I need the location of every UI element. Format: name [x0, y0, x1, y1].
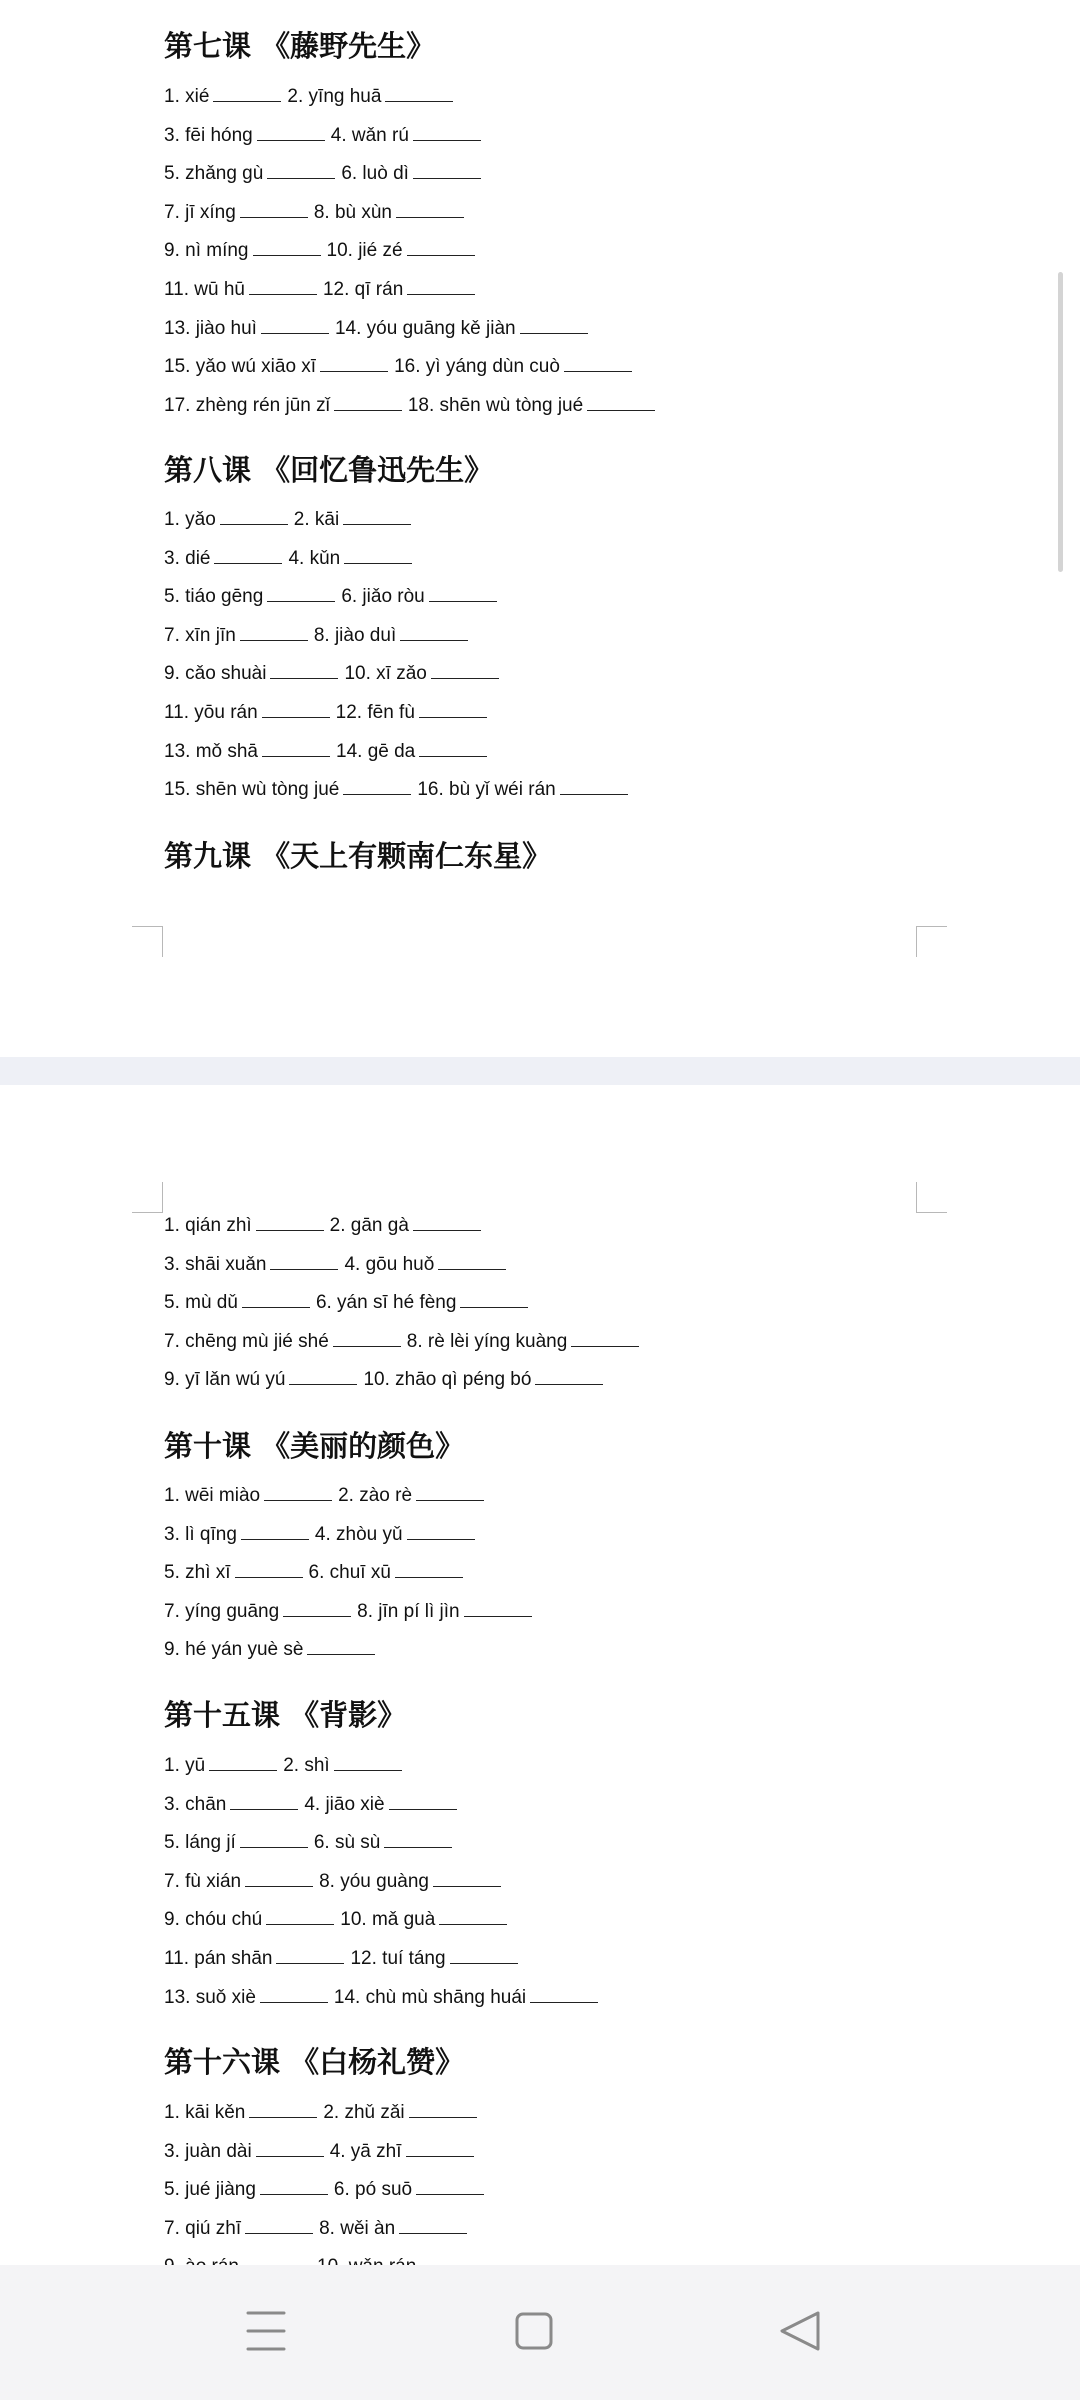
- pinyin-label: 4. zhòu yǔ: [314, 1523, 403, 1545]
- exercise-row: [164, 505, 411, 535]
- page-corner-mark: [916, 926, 947, 957]
- exercise-row: [164, 1211, 481, 1241]
- answer-blank: [530, 2002, 598, 2003]
- page-corner-mark: [132, 1182, 163, 1213]
- pinyin-label: 6. chuī xū: [308, 1562, 391, 1584]
- exercise-row: [164, 1558, 463, 1588]
- answer-blank: [564, 371, 632, 372]
- pinyin-label: 10. zhāo qì péng bó: [363, 1369, 532, 1391]
- pinyin-label: 7. fù xián: [164, 1870, 242, 1892]
- answer-blank: [209, 1770, 277, 1771]
- exercise-item: [283, 1751, 401, 1781]
- exercise-row: [164, 737, 487, 767]
- pinyin-label: 3. chān: [164, 1793, 227, 1815]
- pinyin-label: 9. chóu chú: [164, 1909, 263, 1931]
- exercise-item: [344, 1250, 506, 1280]
- exercise-row: [164, 1365, 603, 1395]
- exercise-row: [164, 2175, 484, 2205]
- pinyin-label: 7. qiú zhī: [164, 2217, 242, 2239]
- pinyin-label: 11. yōu rán: [164, 702, 258, 723]
- exercise-row: [164, 391, 655, 421]
- exercise-item: [164, 1481, 332, 1511]
- answer-blank: [270, 1269, 338, 1270]
- exercise-item: [164, 505, 288, 535]
- pinyin-label: 14. gē da: [336, 740, 416, 762]
- pinyin-label: 7. xīn jīn: [164, 624, 236, 646]
- system-navigation-bar: [0, 2265, 1080, 2400]
- answer-blank: [438, 1269, 506, 1270]
- pinyin-label: 9. hé yán yuè sè: [164, 1639, 304, 1661]
- document-page-2: [0, 1085, 1080, 2265]
- exercise-item: [164, 1211, 324, 1241]
- exercise-row: [164, 1520, 475, 1550]
- pinyin-label: 8. bù xùn: [313, 201, 392, 223]
- pinyin-label: 1. wēi miào: [164, 1485, 261, 1506]
- answer-blank: [320, 371, 388, 372]
- pinyin-label: 11. pán shān: [164, 1948, 273, 1969]
- answer-blank: [262, 717, 330, 718]
- pinyin-label: 12. fēn fù: [335, 702, 415, 723]
- exercise-item: [327, 236, 475, 266]
- pinyin-label: 7. jī xíng: [164, 201, 236, 223]
- answer-blank: [249, 2117, 317, 2118]
- answer-blank: [384, 1847, 452, 1848]
- exercise-row: [164, 198, 464, 228]
- vertical-scrollbar[interactable]: [1058, 272, 1063, 572]
- exercise-item: [314, 621, 468, 651]
- square-home-icon: [494, 2295, 574, 2367]
- exercise-item: [164, 82, 281, 112]
- answer-blank: [245, 2233, 313, 2234]
- answer-blank: [334, 1770, 402, 1771]
- exercise-item: [316, 1288, 529, 1318]
- pinyin-label: 2. gān gà: [329, 1215, 409, 1236]
- answer-blank: [240, 640, 308, 641]
- answer-blank: [267, 178, 335, 179]
- exercise-row: [164, 1635, 375, 1665]
- exercise-row: [164, 2214, 467, 2244]
- lesson-7-title: 第七课 《藤野先生》: [164, 29, 436, 63]
- exercise-row: [164, 159, 481, 189]
- exercise-item: [164, 314, 329, 344]
- pinyin-label: 15. shēn wù tòng jué: [164, 779, 340, 801]
- exercise-item: [309, 1558, 463, 1588]
- pinyin-label: 6. sù sù: [313, 1832, 381, 1854]
- exercise-item: [164, 391, 402, 421]
- pinyin-label: 13. suǒ xiè: [164, 1986, 256, 2008]
- exercise-item: [164, 737, 330, 767]
- pinyin-label: 9. nì míng: [164, 240, 249, 262]
- pinyin-label: 3. dié: [164, 547, 211, 569]
- exercise-row: [164, 1790, 457, 1820]
- answer-blank: [406, 2156, 474, 2157]
- exercise-item: [408, 391, 655, 421]
- exercise-row: [164, 82, 453, 112]
- pinyin-label: 10. jié zé: [326, 240, 403, 262]
- answer-blank: [343, 794, 411, 795]
- pinyin-label: 14. yóu guāng kě jiàn: [334, 317, 516, 339]
- exercise-item: [417, 775, 627, 805]
- exercise-item: [164, 2214, 313, 2244]
- exercise-item: [164, 159, 335, 189]
- answer-blank: [256, 1230, 324, 1231]
- exercise-item: [164, 698, 330, 728]
- pinyin-label: 10. xī zǎo: [344, 663, 427, 685]
- exercise-item: [319, 2214, 467, 2244]
- answer-blank: [399, 2233, 467, 2234]
- answer-blank: [385, 101, 453, 102]
- pinyin-label: 1. yǎo: [164, 509, 216, 530]
- exercise-item: [164, 2137, 324, 2167]
- exercise-item: [164, 1751, 277, 1781]
- pinyin-label: 2. zào rè: [338, 1485, 413, 1506]
- pinyin-label: 1. yū: [164, 1755, 206, 1776]
- lesson-9-title: 第九课 《天上有颗南仁东星》: [164, 839, 552, 873]
- lesson-15-title: 第十五课 《背影》: [164, 1698, 407, 1732]
- exercise-item: [357, 1597, 531, 1627]
- exercise-row: [164, 582, 497, 612]
- pinyin-label: 16. yì yáng dùn cuò: [394, 356, 560, 378]
- exercise-item: [164, 2098, 317, 2128]
- answer-blank: [262, 756, 330, 757]
- answer-blank: [253, 255, 321, 256]
- exercise-item: [323, 2098, 476, 2128]
- exercise-item: [164, 236, 321, 266]
- pinyin-label: 8. jīn pí lì jìn: [357, 1600, 460, 1622]
- lesson-16-title: 第十六课 《白杨礼赞》: [164, 2045, 465, 2079]
- pinyin-label: 3. juàn dài: [164, 2140, 252, 2162]
- exercise-item: [164, 1250, 338, 1280]
- lesson-10-title: 第十课 《美丽的颜色》: [164, 1429, 465, 1463]
- exercise-row: [164, 1828, 452, 1858]
- answer-blank: [429, 601, 497, 602]
- exercise-row: [164, 121, 481, 151]
- answer-blank: [460, 1307, 528, 1308]
- answer-blank: [464, 1616, 532, 1617]
- pinyin-label: 4. wǎn rú: [330, 124, 409, 146]
- pinyin-label: 4. yā zhī: [329, 2140, 402, 2162]
- answer-blank: [264, 1500, 332, 1501]
- pinyin-label: 5. láng jí: [164, 1832, 236, 1854]
- exercise-item: [341, 582, 496, 612]
- exercise-row: [164, 1288, 528, 1318]
- pinyin-label: 1. qián zhì: [164, 1215, 252, 1236]
- answer-blank: [587, 410, 655, 411]
- exercise-item: [407, 1327, 640, 1357]
- answer-blank: [344, 563, 412, 564]
- exercise-item: [164, 1327, 401, 1357]
- exercise-item: [164, 1365, 357, 1395]
- answer-blank: [389, 1809, 457, 1810]
- exercise-item: [334, 1983, 598, 2013]
- exercise-item: [164, 1558, 303, 1588]
- back-button[interactable]: [760, 2295, 840, 2367]
- pinyin-label: 10. mǎ guà: [340, 1909, 436, 1931]
- pinyin-label: 5. tiáo gēng: [164, 586, 264, 608]
- pinyin-label: 1. xié: [164, 86, 210, 107]
- exercise-row: [164, 236, 475, 266]
- answer-blank: [407, 1539, 475, 1540]
- exercise-item: [164, 621, 308, 651]
- exercise-item: [164, 1905, 334, 1935]
- exercise-item: [164, 198, 308, 228]
- exercise-row: [164, 1751, 402, 1781]
- answer-blank: [333, 1346, 401, 1347]
- answer-blank: [560, 794, 628, 795]
- answer-blank: [571, 1346, 639, 1347]
- answer-blank: [260, 2194, 328, 2195]
- exercise-item: [323, 275, 475, 305]
- pinyin-label: 6. jiǎo ròu: [341, 586, 425, 608]
- exercise-row: [164, 1983, 598, 2013]
- exercise-item: [330, 2137, 474, 2167]
- page-corner-mark: [916, 1182, 947, 1213]
- exercise-item: [288, 544, 412, 574]
- pinyin-label: 8. rè lèi yíng kuàng: [406, 1330, 568, 1352]
- exercise-item: [164, 544, 282, 574]
- exercise-row: [164, 1597, 532, 1627]
- pinyin-label: 6. yán sī hé fèng: [315, 1292, 457, 1314]
- pinyin-label: 3. shāi xuǎn: [164, 1253, 267, 1275]
- exercise-row: [164, 775, 628, 805]
- page-separator: [0, 1057, 1080, 1085]
- exercise-item: [164, 1635, 375, 1665]
- pinyin-label: 4. jiāo xiè: [304, 1793, 385, 1815]
- exercise-row: [164, 2137, 474, 2167]
- answer-blank: [413, 178, 481, 179]
- pinyin-label: 9. cǎo shuài: [164, 663, 267, 685]
- answer-blank: [409, 2117, 477, 2118]
- exercise-item: [315, 1520, 475, 1550]
- pinyin-label: 2. yīng huā: [287, 86, 382, 107]
- exercise-row: [164, 1250, 506, 1280]
- pinyin-label: 13. jiào huì: [164, 317, 257, 339]
- exercise-item: [164, 1288, 310, 1318]
- pinyin-label: 8. wěi àn: [319, 2217, 396, 2239]
- exercise-item: [350, 1944, 517, 1974]
- answer-blank: [419, 717, 487, 718]
- answer-blank: [343, 524, 411, 525]
- pinyin-label: 13. mǒ shā: [164, 740, 258, 762]
- pinyin-label: 12. tuí táng: [350, 1948, 446, 1969]
- pinyin-label: 3. lì qīng: [164, 1523, 237, 1545]
- pinyin-label: 4. kǔn: [288, 547, 341, 569]
- pinyin-label: 17. zhèng rén jūn zǐ: [164, 394, 330, 416]
- answer-blank: [433, 1886, 501, 1887]
- exercise-item: [314, 198, 464, 228]
- exercise-item: [164, 352, 388, 382]
- document-page-1: [0, 0, 1080, 1057]
- menu-lines-icon: [226, 2295, 306, 2367]
- pinyin-label: 2. zhǔ zǎi: [323, 2102, 405, 2123]
- answer-blank: [395, 1577, 463, 1578]
- exercise-item: [164, 121, 325, 151]
- answer-blank: [213, 101, 281, 102]
- exercise-row: [164, 2098, 477, 2128]
- answer-blank: [439, 1924, 507, 1925]
- exercise-item: [164, 1520, 309, 1550]
- exercise-row: [164, 352, 632, 382]
- triangle-back-icon: [760, 2295, 840, 2367]
- exercise-item: [394, 352, 632, 382]
- exercise-item: [294, 505, 411, 535]
- pinyin-label: 5. mù dǔ: [164, 1292, 238, 1314]
- answer-blank: [407, 294, 475, 295]
- pinyin-label: 15. yǎo wú xiāo xī: [164, 356, 317, 378]
- pinyin-label: 8. jiào duì: [313, 624, 397, 646]
- answer-blank: [257, 140, 325, 141]
- exercise-item: [164, 659, 338, 689]
- exercise-item: [335, 314, 588, 344]
- exercise-item: [164, 275, 317, 305]
- answer-blank: [419, 756, 487, 757]
- pinyin-label: 14. chù mù shāng huái: [333, 1986, 527, 2008]
- exercise-item: [319, 1867, 501, 1897]
- answer-blank: [307, 1654, 375, 1655]
- answer-blank: [413, 140, 481, 141]
- answer-blank: [230, 1809, 298, 1810]
- exercise-item: [330, 1211, 481, 1241]
- answer-blank: [407, 255, 475, 256]
- exercise-row: [164, 621, 468, 651]
- answer-blank: [240, 1847, 308, 1848]
- exercise-item: [304, 1790, 456, 1820]
- pinyin-label: 5. jué jiàng: [164, 2179, 256, 2201]
- answer-blank: [220, 524, 288, 525]
- answer-blank: [289, 1384, 357, 1385]
- exercise-item: [336, 737, 487, 767]
- answer-blank: [334, 410, 402, 411]
- pinyin-label: 9. yī lǎn wú yú: [164, 1369, 286, 1391]
- answer-blank: [520, 333, 588, 334]
- exercise-row: [164, 1905, 507, 1935]
- answer-blank: [283, 1616, 351, 1617]
- answer-blank: [276, 1963, 344, 1964]
- answer-blank: [249, 294, 317, 295]
- answer-blank: [241, 1539, 309, 1540]
- answer-blank: [235, 1577, 303, 1578]
- pinyin-label: 5. zhǎng gù: [164, 163, 264, 185]
- answer-blank: [400, 640, 468, 641]
- exercise-item: [164, 582, 335, 612]
- answer-blank: [260, 2002, 328, 2003]
- pinyin-label: 4. gōu huǒ: [344, 1253, 435, 1275]
- answer-blank: [261, 333, 329, 334]
- answer-blank: [214, 563, 282, 564]
- pinyin-label: 8. yóu guàng: [319, 1870, 429, 1892]
- pinyin-label: 3. fēi hóng: [164, 124, 253, 146]
- answer-blank: [240, 217, 308, 218]
- exercise-item: [338, 1481, 484, 1511]
- exercise-row: [164, 1944, 518, 1974]
- exercise-row: [164, 544, 412, 574]
- exercise-item: [314, 1828, 453, 1858]
- exercise-row: [164, 314, 588, 344]
- pinyin-label: 7. yíng guāng: [164, 1600, 280, 1622]
- page-corner-mark: [132, 926, 163, 957]
- menu-button[interactable]: [226, 2295, 306, 2367]
- exercise-item: [336, 698, 487, 728]
- pinyin-label: 11. wū hū: [164, 279, 245, 300]
- answer-blank: [242, 1307, 310, 1308]
- exercise-item: [363, 1365, 603, 1395]
- answer-blank: [413, 1230, 481, 1231]
- answer-blank: [396, 217, 464, 218]
- pinyin-label: 6. luò dì: [341, 163, 409, 185]
- answer-blank: [416, 2194, 484, 2195]
- exercise-row: [164, 1867, 501, 1897]
- exercise-item: [164, 2175, 328, 2205]
- exercise-item: [341, 159, 481, 189]
- pinyin-label: 2. shì: [283, 1755, 330, 1776]
- answer-blank: [431, 678, 499, 679]
- home-button[interactable]: [494, 2295, 574, 2367]
- exercise-row: [164, 275, 475, 305]
- pinyin-label: 2. kāi: [293, 509, 340, 530]
- pinyin-label: 1. kāi kěn: [164, 2102, 246, 2123]
- exercise-item: [287, 82, 453, 112]
- pinyin-label: 18. shēn wù tòng jué: [407, 394, 584, 416]
- pinyin-label: 7. chēng mù jié shé: [164, 1330, 329, 1352]
- exercise-row: [164, 1327, 639, 1357]
- pinyin-label: 5. zhì xī: [164, 1562, 231, 1584]
- answer-blank: [266, 1924, 334, 1925]
- exercise-item: [164, 1944, 344, 1974]
- exercise-item: [164, 775, 411, 805]
- exercise-item: [331, 121, 481, 151]
- answer-blank: [270, 678, 338, 679]
- exercise-item: [164, 1983, 328, 2013]
- pinyin-label: 6. pó suō: [333, 2179, 413, 2201]
- exercise-row: [164, 698, 487, 728]
- answer-blank: [256, 2156, 324, 2157]
- exercise-item: [334, 2175, 484, 2205]
- lesson-8-title: 第八课 《回忆鲁迅先生》: [164, 453, 494, 487]
- answer-blank: [245, 1886, 313, 1887]
- exercise-item: [164, 1828, 308, 1858]
- exercise-item: [344, 659, 498, 689]
- exercise-item: [340, 1905, 507, 1935]
- answer-blank: [450, 1963, 518, 1964]
- exercise-item: [164, 1867, 313, 1897]
- pinyin-label: 16. bù yǐ wéi rán: [417, 779, 556, 801]
- answer-blank: [267, 601, 335, 602]
- exercise-item: [164, 1597, 351, 1627]
- exercise-row: [164, 1481, 484, 1511]
- exercise-item: [164, 1790, 298, 1820]
- answer-blank: [535, 1384, 603, 1385]
- answer-blank: [416, 1500, 484, 1501]
- exercise-row: [164, 659, 499, 689]
- pinyin-label: 12. qī rán: [322, 279, 404, 300]
